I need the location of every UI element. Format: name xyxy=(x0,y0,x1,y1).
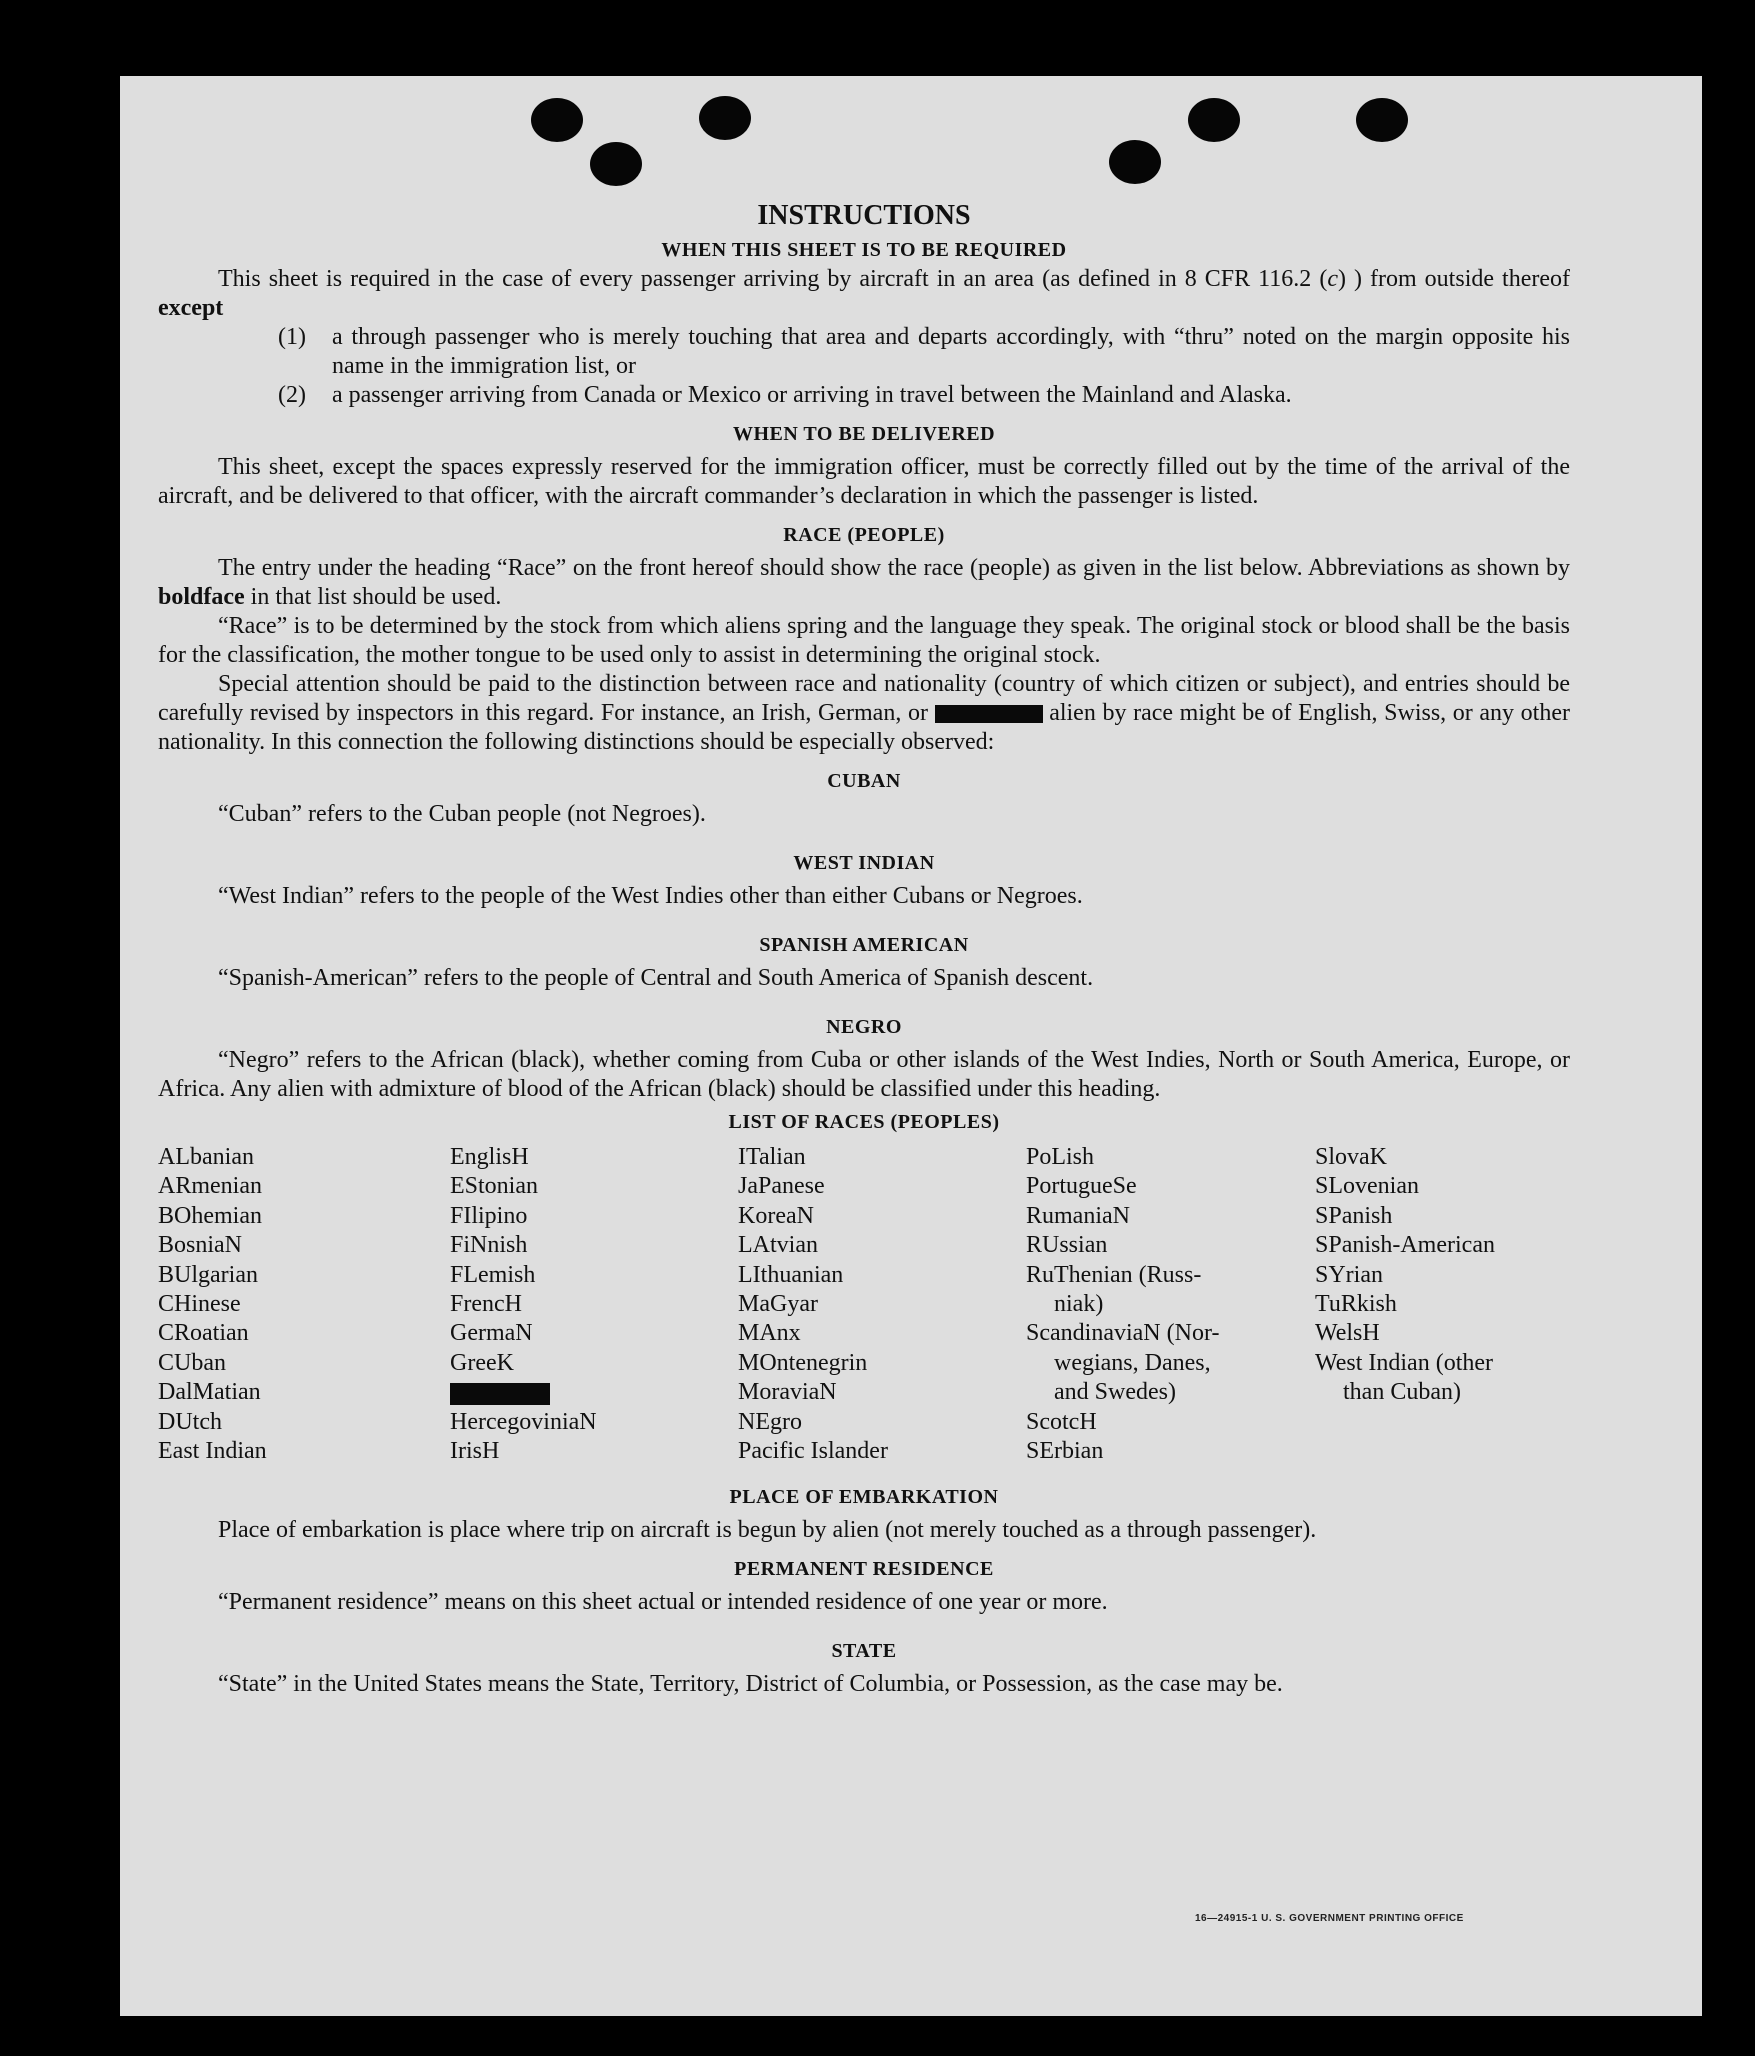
heading-cuban: CUBAN xyxy=(827,770,901,792)
embarkation-text: Place of embarkation is place where trip on aircraft is begun by alien (not merely touched as a through passenger). xyxy=(218,1517,1317,1543)
negro-text: “Negro” refers to the African (black), whether coming from Cuba or other islands of the West Indies, North or South America, Europe, or Africa. Any alien with admixture of blood of the African (black) should be classified under this heading. xyxy=(158,1047,1570,1102)
heading-list-of-races: LIST OF RACES (PEOPLES) xyxy=(728,1111,1000,1133)
heading-embarkation: PLACE OF EMBARKATION xyxy=(729,1486,999,1508)
race-entry: East Indian xyxy=(158,1438,267,1465)
race-entry-continued: niak) xyxy=(1054,1291,1104,1318)
race-entry: FLemish xyxy=(450,1261,536,1288)
cuban-text: “Cuban” refers to the Cuban people (not Negroes). xyxy=(218,801,706,827)
race-entry: Pacific Islander xyxy=(738,1438,888,1465)
race-entry: KoreaN xyxy=(738,1202,814,1229)
race-entry: SErbian xyxy=(1026,1438,1104,1465)
redaction-mark xyxy=(935,705,1043,723)
heading-when-delivered: WHEN TO BE DELIVERED xyxy=(732,423,996,445)
races-column xyxy=(158,1143,267,1466)
race-entry: WelsH xyxy=(1315,1320,1380,1347)
race-entry: CHinese xyxy=(158,1291,241,1318)
punch-hole xyxy=(531,98,583,142)
printing-office-footer: 16—24915-1 U. S. GOVERNMENT PRINTING OFFICE xyxy=(1195,1913,1464,1924)
race-entry-continued: and Swedes) xyxy=(1054,1379,1176,1406)
page-title: INSTRUCTIONS xyxy=(757,200,971,231)
race-entry: LIthuanian xyxy=(738,1261,844,1288)
race-entry: DUtch xyxy=(158,1408,222,1435)
race-entry-continued: wegians, Danes, xyxy=(1054,1349,1211,1376)
race-entry: BUlgarian xyxy=(158,1261,258,1288)
race-entry: BosniaN xyxy=(158,1232,242,1259)
race-entry: CUban xyxy=(158,1349,226,1376)
race-entry: BOhemian xyxy=(158,1202,262,1229)
race-entry: DalMatian xyxy=(158,1379,261,1406)
race-entry: RUssian xyxy=(1026,1232,1108,1259)
race-entry: PortugueSe xyxy=(1026,1173,1137,1200)
races-column xyxy=(1315,1143,1495,1408)
race-entry: NEgro xyxy=(738,1408,802,1435)
races-list xyxy=(158,1143,1570,1481)
state-text: “State” in the United States means the State, Territory, District of Columbia, or Possession, as the case may be. xyxy=(218,1671,1283,1697)
races-column xyxy=(738,1143,888,1466)
race-paragraph-2: “Race” is to be determined by the stock from which aliens spring and the language they speak. The original stock or blood shall be the basis for the classification, the mother tongue to be used only to assist in determining the original stock. xyxy=(158,613,1570,668)
races-column xyxy=(1026,1143,1219,1466)
race-entry: ScotcH xyxy=(1026,1408,1097,1435)
race-entry: RumaniaN xyxy=(1026,1202,1130,1229)
heading-west-indian: WEST INDIAN xyxy=(793,852,935,874)
races-column xyxy=(450,1143,597,1466)
race-entry: SPanish-American xyxy=(1315,1232,1495,1259)
punch-hole xyxy=(590,142,642,186)
race-entry: ScandinaviaN (Nor- xyxy=(1026,1320,1220,1347)
race-entry-continued: than Cuban) xyxy=(1343,1379,1461,1406)
redacted-race-entry xyxy=(450,1378,597,1407)
heading-when-required: WHEN THIS SHEET IS TO BE REQUIRED xyxy=(661,239,1067,261)
when-delivered-text: This sheet, except the spaces expressly reserved for the immigration officer, must be correctly filled out by the time of the arrival of the aircraft, and be delivered to that officer, with the aircraft commander’s declaration in which the passenger is listed. xyxy=(158,454,1570,509)
race-entry: TuRkish xyxy=(1315,1291,1397,1318)
race-paragraph-1: The entry under the heading “Race” on the front hereof should show the race (people) as given in the list below. Abbreviations as shown by boldface in that list should be used. xyxy=(158,555,1570,610)
instructions-body xyxy=(158,200,1570,1699)
race-entry: EnglisH xyxy=(450,1144,529,1170)
heading-negro: NEGRO xyxy=(826,1016,902,1038)
race-entry: FrencH xyxy=(450,1291,522,1318)
race-entry: West Indian (other xyxy=(1315,1349,1494,1376)
punch-hole xyxy=(1356,98,1408,142)
document-page xyxy=(120,76,1702,2016)
race-entry: MOntenegrin xyxy=(738,1349,868,1376)
race-entry: JaPanese xyxy=(738,1173,825,1200)
permanent-residence-text: “Permanent residence” means on this sheet actual or intended residence of one year or more. xyxy=(218,1589,1108,1615)
race-entry: GreeK xyxy=(450,1349,514,1376)
race-entry: SPanish xyxy=(1315,1202,1393,1229)
race-entry: MoraviaN xyxy=(738,1379,837,1406)
race-entry: ALbanian xyxy=(158,1144,254,1170)
race-entry: RuThenian (Russ- xyxy=(1026,1261,1202,1288)
race-entry: EStonian xyxy=(450,1173,538,1200)
race-entry: SYrian xyxy=(1315,1261,1383,1288)
race-entry: PoLish xyxy=(1026,1144,1095,1170)
race-entry: SlovaK xyxy=(1315,1144,1387,1170)
race-entry: CRoatian xyxy=(158,1320,249,1347)
west-indian-text: “West Indian” refers to the people of the West Indies other than either Cubans or Negroes. xyxy=(218,883,1083,909)
race-entry: ITalian xyxy=(738,1144,806,1170)
heading-race: RACE (PEOPLE) xyxy=(783,524,945,546)
exception-item: (2) a passenger arriving from Canada or Mexico or arriving in travel between the Mainland and Alaska. xyxy=(278,382,1292,408)
punch-hole xyxy=(1109,140,1161,184)
race-paragraph-3: Special attention should be paid to the distinction between race and nationality (country of which citizen or subject), and entries should be carefully revised by inspectors in this regard. For instance, an Irish, German, or alien by race might be of English, Swiss, or any other nationality. In this connection the following distinctions should be especially observed: xyxy=(158,671,1570,755)
spanish-american-text: “Spanish-American” refers to the people of Central and South America of Spanish descent. xyxy=(218,965,1094,991)
heading-spanish-american: SPANISH AMERICAN xyxy=(759,934,969,956)
race-entry: MaGyar xyxy=(738,1291,818,1318)
heading-permanent-residence: PERMANENT RESIDENCE xyxy=(734,1558,994,1580)
when-required-intro: This sheet is required in the case of every passenger arriving by aircraft in an area (as defined in 8 CFR 116.2 (c) ) from outside thereof except xyxy=(158,266,1570,321)
exception-item: (1) a through passenger who is merely touching that area and departs accordingly, with “thru” noted on the margin opposite his name in the immigration list, or xyxy=(278,324,1570,379)
race-entry: ARmenian xyxy=(158,1173,262,1200)
race-entry: FIlipino xyxy=(450,1202,528,1229)
race-entry: IrisH xyxy=(450,1438,500,1465)
redaction-mark xyxy=(450,1383,550,1405)
punch-hole xyxy=(699,96,751,140)
race-entry: MAnx xyxy=(738,1320,801,1347)
punch-hole xyxy=(1188,98,1240,142)
heading-state: STATE xyxy=(831,1640,897,1662)
race-entry: SLovenian xyxy=(1315,1173,1419,1200)
race-entry: FiNnish xyxy=(450,1232,528,1259)
race-entry: HercegoviniaN xyxy=(450,1408,597,1435)
race-entry: GermaN xyxy=(450,1320,533,1347)
race-entry: LAtvian xyxy=(738,1232,818,1259)
